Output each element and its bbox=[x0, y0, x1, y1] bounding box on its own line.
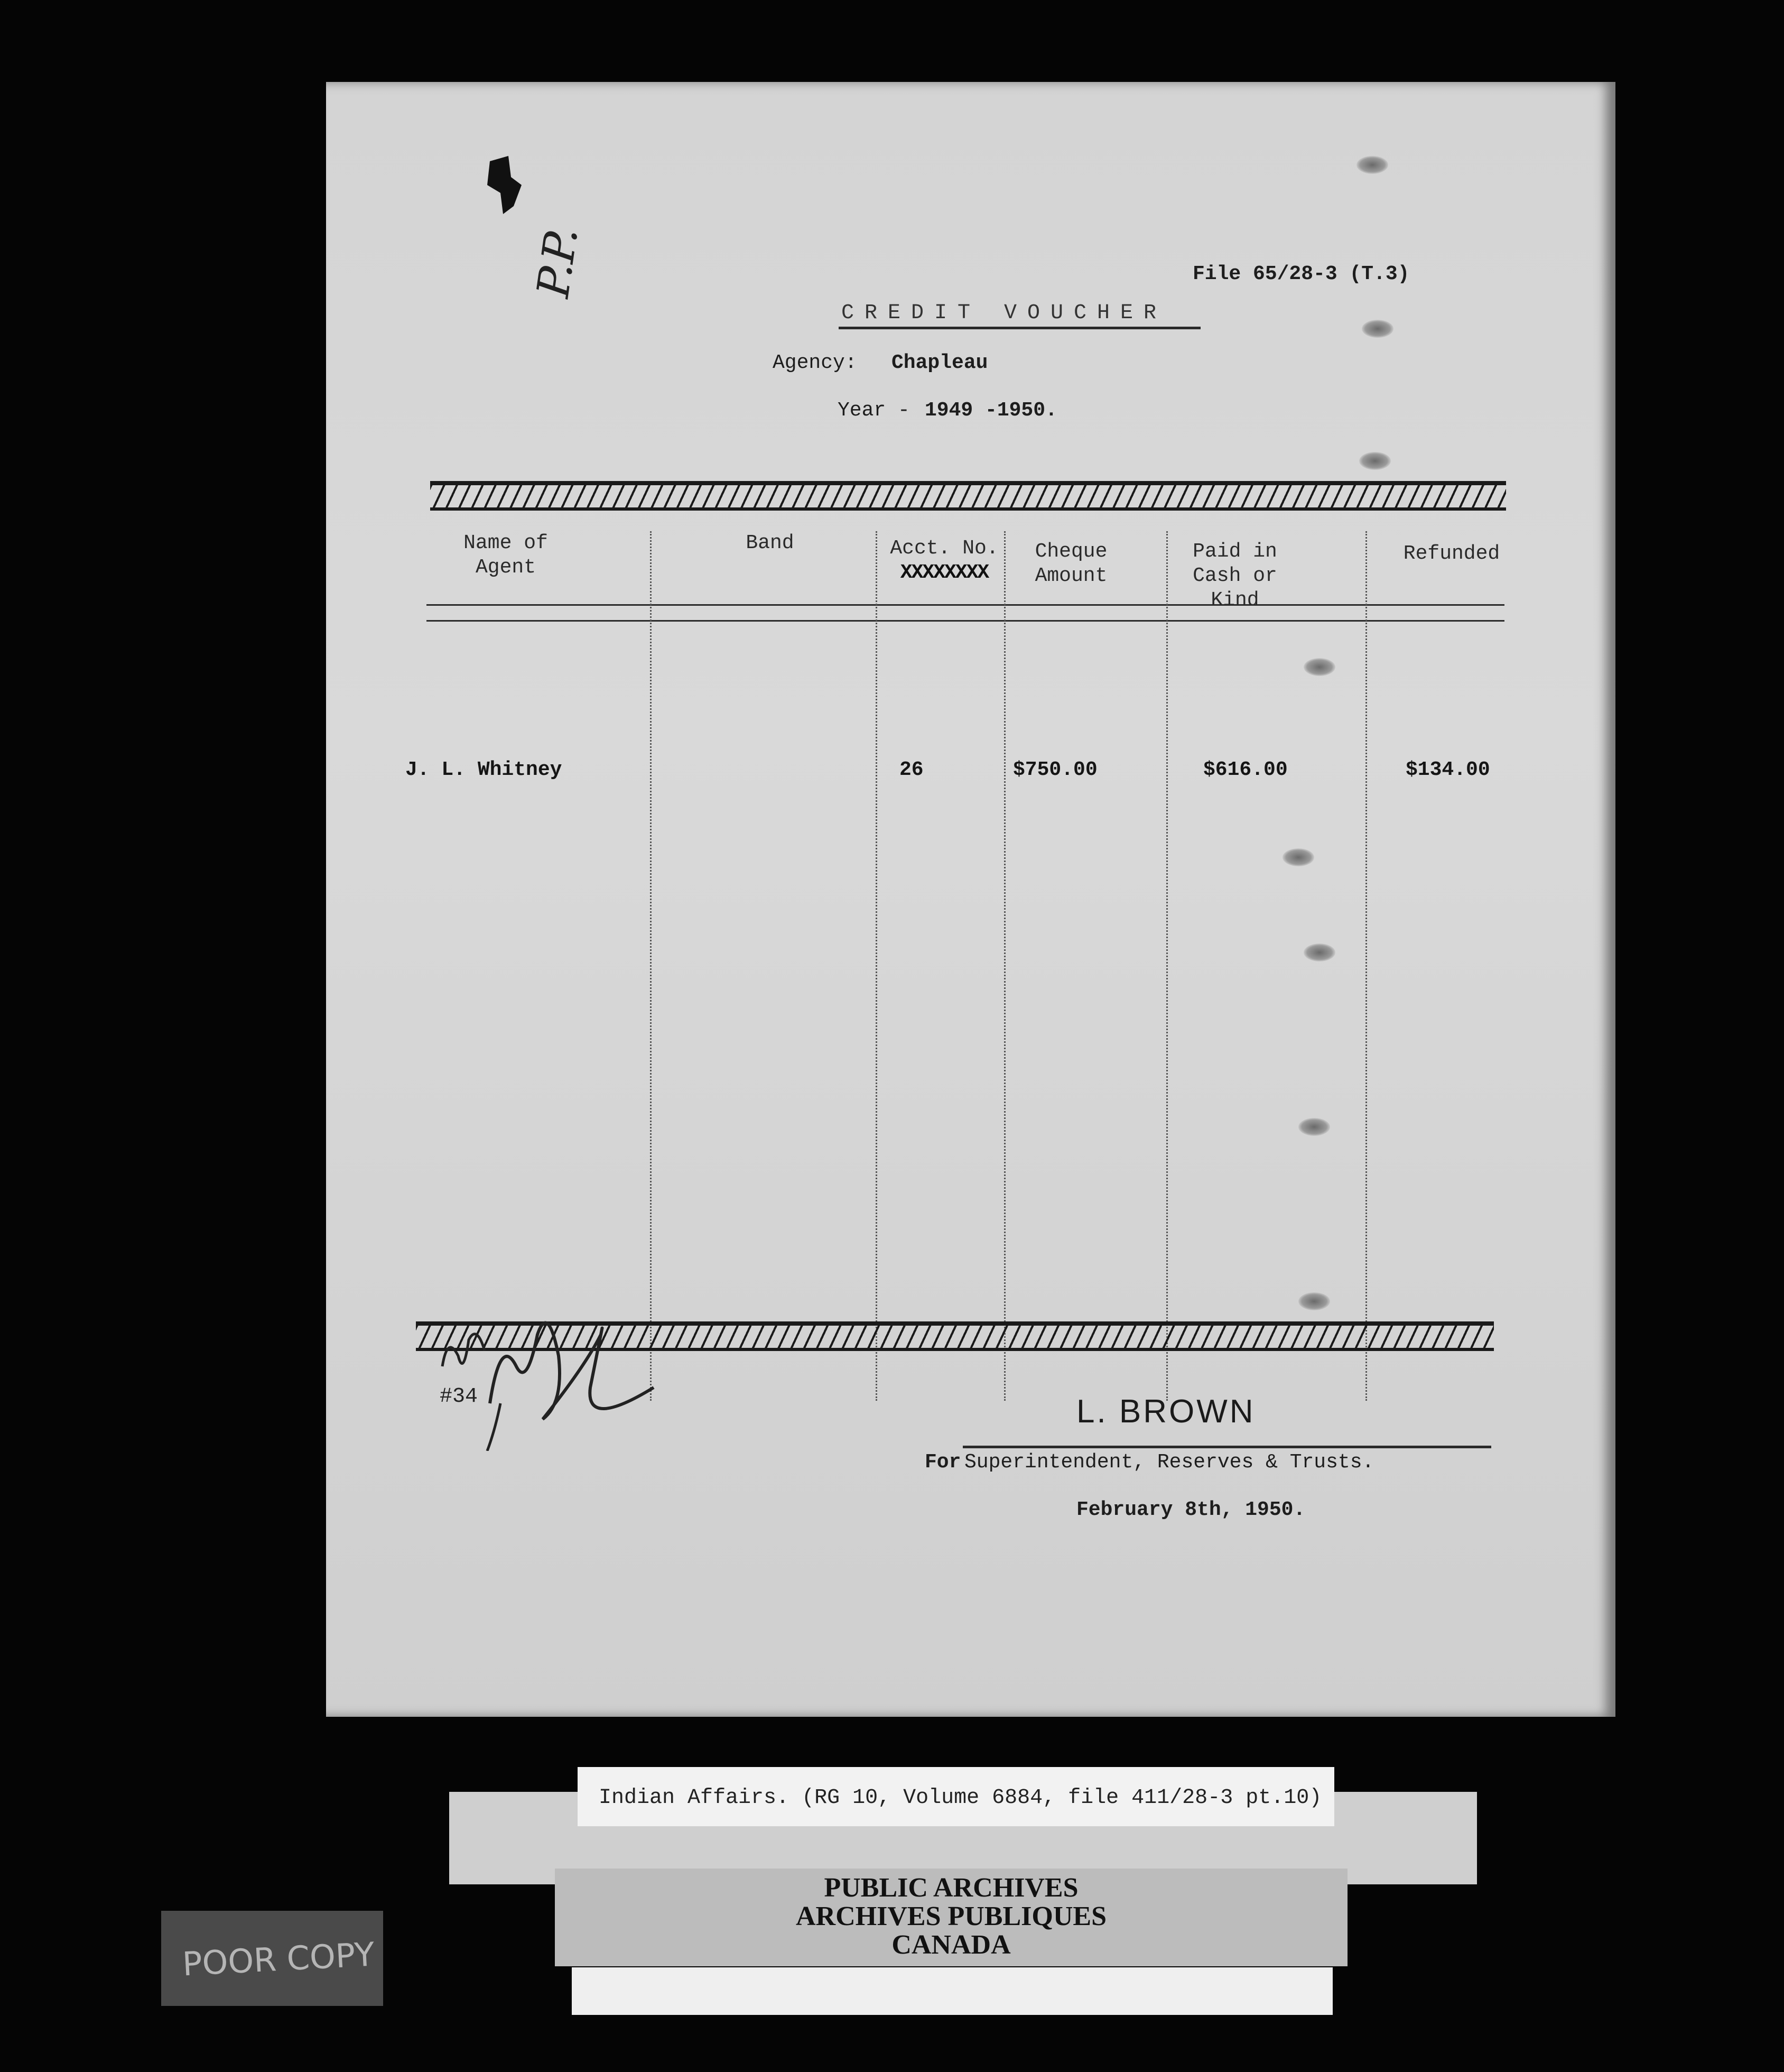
row-acct: 26 bbox=[899, 758, 924, 781]
handwritten-pp: P.P. bbox=[527, 224, 588, 301]
archive-lower-card bbox=[572, 1967, 1333, 2015]
column-divider bbox=[876, 531, 877, 1401]
archive-reference-card bbox=[578, 1767, 1334, 1826]
water-stain bbox=[1298, 1118, 1330, 1136]
archive-line-3: CANADA bbox=[891, 1930, 1011, 1960]
column-divider bbox=[1166, 531, 1168, 1401]
row-agent: J. L. Whitney bbox=[405, 758, 562, 781]
row-cheque: $750.00 bbox=[1013, 758, 1098, 781]
poor-copy-tag bbox=[161, 1911, 383, 2006]
col-header-refunded: Refunded bbox=[1403, 542, 1500, 565]
year-label: Year - bbox=[838, 399, 910, 422]
ink-mark bbox=[485, 156, 527, 219]
col-header-acct: Acct. No. XXXXXXXX bbox=[890, 537, 999, 584]
year-value: 1949 -1950. bbox=[925, 399, 1057, 422]
signature-stamp: L. BROWN bbox=[1076, 1393, 1256, 1430]
voucher-title: CREDIT VOUCHER bbox=[841, 301, 1167, 325]
column-divider bbox=[1004, 531, 1006, 1401]
water-stain bbox=[1298, 1292, 1330, 1310]
column-divider bbox=[1365, 531, 1367, 1401]
archive-line-2: ARCHIVES PUBLIQUES bbox=[795, 1901, 1107, 1931]
table-top-rule bbox=[430, 481, 1506, 511]
signature-title: Superintendent, Reserves & Trusts. bbox=[964, 1451, 1374, 1474]
poor-copy-text: POOR COPY bbox=[181, 1935, 376, 1984]
header-rule-2 bbox=[426, 620, 1504, 622]
water-stain bbox=[1359, 452, 1391, 470]
water-stain bbox=[1356, 156, 1388, 174]
col-header-band: Band bbox=[746, 532, 794, 554]
col-header-cheque: Cheque Amount bbox=[1035, 540, 1108, 587]
col-header-paid: Paid in Cash or Kind bbox=[1193, 540, 1277, 612]
handwritten-initials bbox=[426, 1229, 659, 1451]
signature-line bbox=[963, 1446, 1491, 1448]
agency-value: Chapleau bbox=[891, 352, 988, 374]
voucher-page bbox=[326, 82, 1615, 1717]
archive-stamp bbox=[555, 1868, 1348, 1966]
handwritten-number: #34 bbox=[440, 1385, 478, 1409]
signature-prefix: For bbox=[925, 1451, 961, 1474]
row-refunded: $134.00 bbox=[1406, 758, 1490, 781]
water-stain bbox=[1304, 658, 1335, 676]
row-paid: $616.00 bbox=[1203, 758, 1288, 781]
title-underline bbox=[839, 327, 1201, 329]
archive-reference: Indian Affairs. (RG 10, Volume 6884, file 411/28-3 pt.10) bbox=[599, 1786, 1322, 1810]
voucher-date: February 8th, 1950. bbox=[1076, 1498, 1306, 1521]
header-rule-1 bbox=[426, 604, 1504, 606]
agency-label: Agency: bbox=[773, 352, 857, 374]
col-header-agent: Name of Agent bbox=[463, 532, 548, 579]
water-stain bbox=[1362, 320, 1393, 338]
archive-line-1: PUBLIC ARCHIVES bbox=[824, 1873, 1079, 1903]
water-stain bbox=[1283, 848, 1314, 866]
file-reference: File 65/28-3 (T.3) bbox=[1193, 263, 1410, 285]
water-stain bbox=[1304, 944, 1335, 961]
